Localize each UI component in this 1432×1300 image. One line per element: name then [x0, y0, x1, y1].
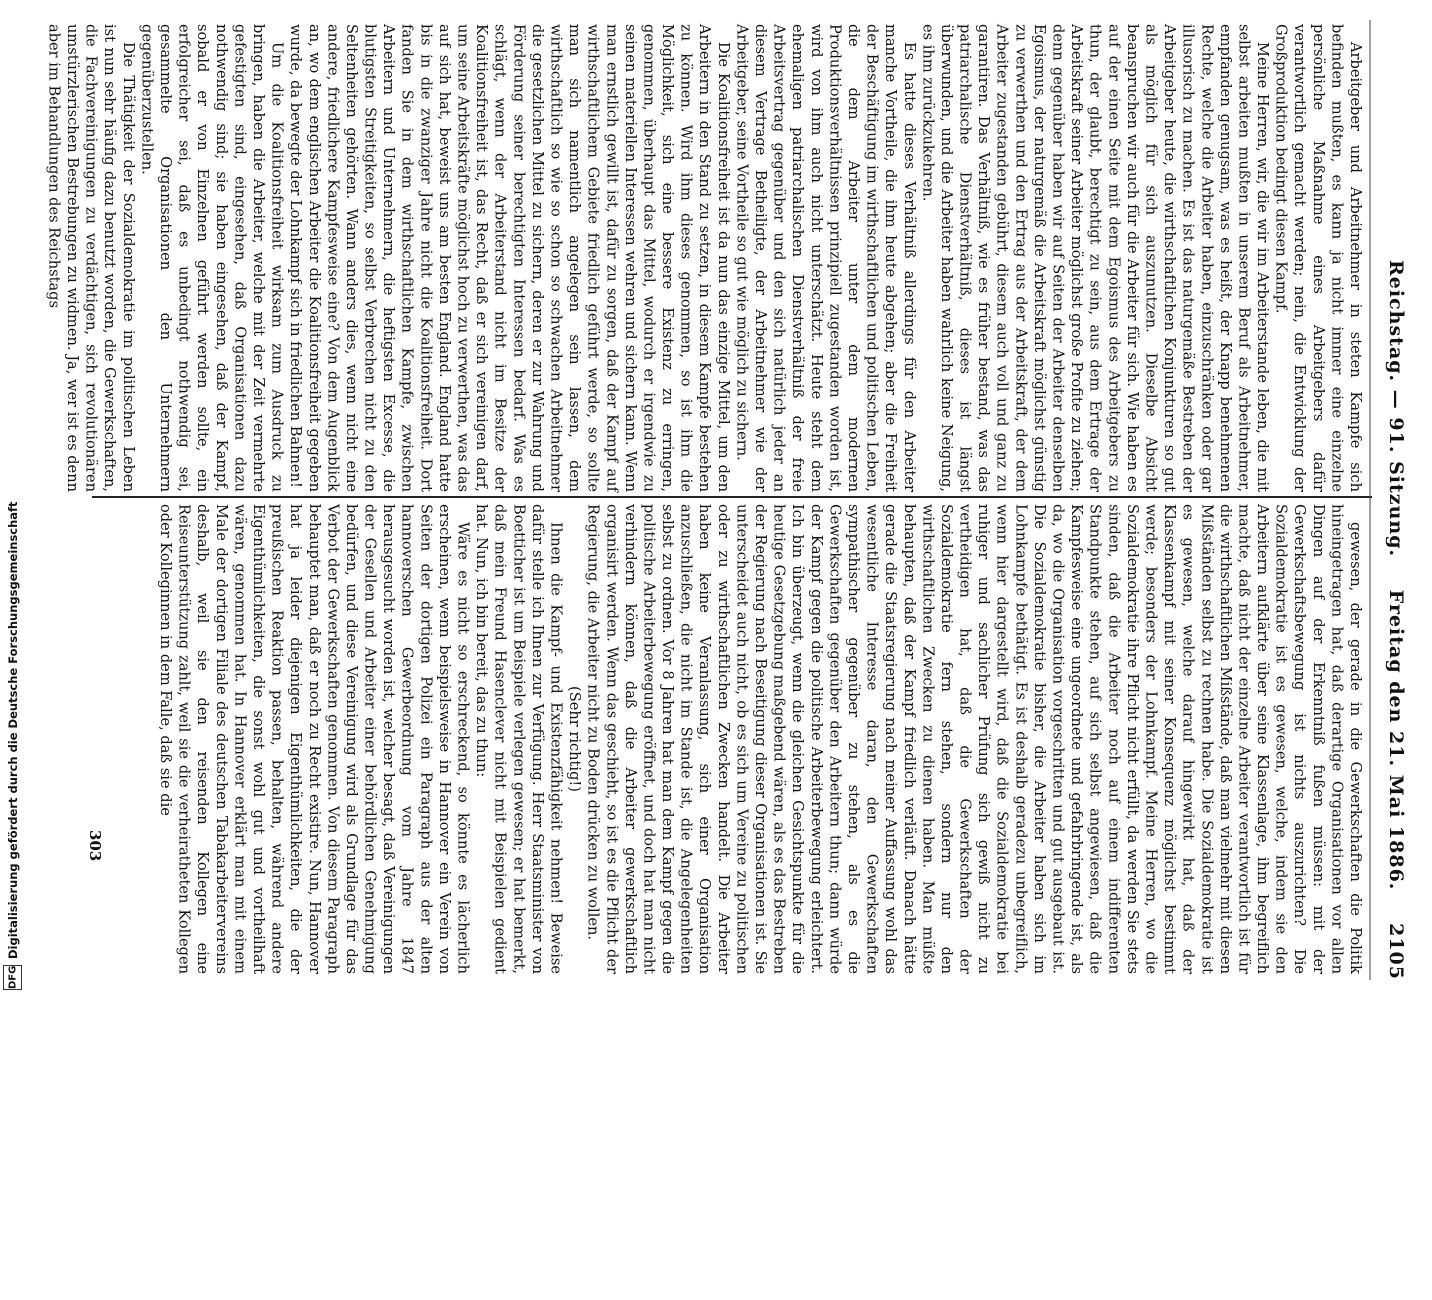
digitization-text: Digitalisierung gefördert durch die Deutsche Forschungsgemeinschaft: [6, 501, 20, 959]
header-page-label: 2105: [1385, 923, 1407, 980]
interjection: (Sehr richtig!): [566, 686, 584, 792]
paragraph: Es hatte dieses Verhältniß allerdings für den Arbeiter manche Vortheile, die ihm heute abgehen; aber die Freiheit der Beschäftigung im wirthschaftlichen und politischen Leben, die dem Arbeiter unter dem modernen Produktionsverhältnissen prinzipiell zugestanden worden ist, wird von ihm auch nicht unterschätzt. Heute steht dem ehemaligen patriarchalischen Dienstverhältniß der freie Arbeitsvertrag gegenüber und den sich natürlich jeder an diesem Vertrage Betheiligte, der Arbeitnehmer wie der Arbeitgeber, seine Vortheile so gut wie möglich zu sichern.: [733, 24, 918, 492]
paragraph: Um die Koalitionsfreiheit wirksam zum Ausdruck zu bringen, haben die Arbeiter, welche mit der Zeit vermehrte gefestigten sind, eingesehen, daß Organisationen dazu nothwendig sind; sie haben eingesehen, daß der Kampf, sobald er von Einzelnen geführt werden sollte, ein erfolgreicher sei, daß es unbedingt nothwendig sei, gesammelte Organisationen den Unternehmern gegenüberzustellen.: [138, 24, 286, 492]
digitization-note: [3, 10, 23, 990]
page-number: 303: [86, 830, 104, 862]
header-session: Reichstag. — 91. Sitzung.: [1385, 260, 1407, 558]
dfg-logo: DFG: [4, 965, 23, 990]
paragraph: Meine Herren, wir, die wir im Arbeiterstande leben, die mit selbst arbeiten mußten in unserem Beruf als Arbeitnehmer, empfanden genugsam, was es heißt, der Knapp benehmenen Rechte, welche die Arbeiter haben, einzuschränken oder gar illusorisch zu machen. Es ist das naturgemäße Bestreben der Arbeitgeber heute, die wirthschaftlichen Konjunkturen so gut als möglich für sich auszunutzen. Dieselbe Absicht beanspruchen wir auch für die Arbeiter für sich. Wie haben es auf der einen Seite mit dem Egoismus des Arbeitgebers zu thun, der glaubt, berechtigt zu sein, aus dem Ertrage der Arbeitskraft seiner Arbeiter möglichst große Profite zu ziehen; denn gegenüber haben wir auf Seiten der Arbeiter denselben Egoismus, der naturgemäß die Arbeitskraft möglichst günstig zu verwerthen und den Ertrag aus der Arbeitskraft, der dem Arbeiter zugestanden gebührt, diesem auch voll und ganz zu garantiren. Das Verhältniß, wie es früher bestand, was das patriarchalische Dienstverhältniß, dieses ist längst überwunden, und die Arbeiter haben wahrlich keine Neigung, es ihm zurückzukehren.: [919, 24, 1272, 492]
paragraph: Die Koalitionsfreiheit ist da nun das einzige Mittel, um den Arbeitern in den Stand zu setzen, in diesem Kampfe bestehen zu können. Wird ihm dieses genommen, so ist ihm die Möglichkeit, sich eine bessere Existenz zu erringen, genommen, überhaupt das Mittel, wodurch er irgendwie zu seinen materiellen Interessen wehren und sichern kann. Wenn man ernstlich gewillt ist, dafür zu sorgen, daß der Kampf auf wirthschaftlichem Gebiete friedlich geführt werde, so sollte man sich namentlich angelegen sein lassen, dem wirthschaftlich so wie so schon so schwachen Arbeitnehmer die gesetzlichen Mittel zu sichern, deren er zur Wahrung und Förderung seiner berechtigten Interessen bedarf. Was es schlägt, wenn der Arbeiterstand nicht im Besitze der Koalitionsfreiheit ist, das Recht, daß er sich vereinigen darf, um seine Arbeitskräfte möglichst hoch zu verwerthen, was das auf sich hat, beweist uns am besten England. England hatte bis in die zwanziger Jahre nicht die Koalitionsfreiheit. Dort fanden Sie in dem wirthschaftlichen Kampfe, zwischen Arbeitern und Unternehmern, die heftigsten Excesse, die blutigsten Streitigkeiten, so selbst Verbrechen nicht zu den Seltenheiten gehörten. Wann anders dies, wenn nicht eine andere, friedlichere Kampfesweise eine? Von dem Augenblick an, wo dem englischen Arbeiter die Koalitionsfreiheit gegeben wurde, da bewegte der Lohnkampf sich in friedlichen Bahnen!: [287, 24, 732, 492]
paragraph: gewesen, der gerade in die Gewerkschaften die Politik hineingetragen hat, daß derartige Organisationen vor allen Dingen auf der Erkenntniß fußen müssen: mit der Gewerkschaftsbewegung ist nichts auszurichten? Die Sozialdemokratie ist es gewesen, welche, indem sie den Arbeitern aufklärte über seine Klassenlage, ihm begreiflich machte, daß nicht der einzelne Arbeiter verantwortlich ist für die wirthschaftlichen Mißstände, daß man vielmehr mit diesen Mißständen selbst zu rechnen habe. Die Sozialdemokratie ist es gewesen, welche darauf hingewirkt hat, daß der Klassenkampf mit seiner Konsequenz möglichst bestimmt werde; besonders der Lohnkampf. Meine Herren, wo die Sozialdemokratie ihre Pflicht nicht erfüllt, da werden Sie stets sinden, daß die Arbeiter noch auf einem indifferenten Standpunkte stehen, auf sich selbst angewiesen, daß die Kampfesweise eine ungeordnete und gefahrbringende ist, als da, wo die Organisation vorgeschritten und gut ausgebaut ist. Die Sozialdemokratie bisher, die Arbeiter haben sich im Lohnkampfe bethätigt. Es ist deshalb geradezu unbegreiflich, wenn hier dargestellt wird, daß die Sozialdemokratie bei ruhiger und sachlicher Prüfung sich gewiß nicht zu vertheidigen hat, daß die Gewerkschaften der Sozialdemokratie fern stehen, sondern nur den wirthschaftlichen Zwecken zu dienen haben. Man müßte behaupten, daß der Kampf friedlich verläuft. Danach hätte gerade die Staatsregierung nach meiner Auffassung wohl das wesentliche Interesse daran, den Gewerkschaften sympathischer gegenüber zu stehen, als es die Gewerkschaften gegenüber den Arbeitern thun; dann würde der Kampf gegen die politische Arbeiterbewegung erleichtert. Ich bin überzeugt, wenn die gleichen Gesichtspunkte für die heutige Gesetzgebung maßgebend wären, als es das Bestreben der Regierung nach Beseitigung dieser Organisationen ist. Sie unterscheidet auch nicht, ob es sich um Vereine zu politischen oder zu wirthschaftlichen Zwecken handelt. Die Arbeiter haben keine Veranlassung, sich einer Organisation anzuschließen, die nicht im Stande ist, die Angelegenheiten selbst zu ordnen. Vor 8 Jahren hat man dem Kampf gegen die politische Arbeiterbewegung eröffnet, und doch hat man nicht verhindern können, daß die Arbeiter gewerkschaftlich organisirt werden. Wenn das geschieht, so ist es die Pflicht der Regierung, die Arbeiter nicht zu Boden drücken zu wollen.: [584, 504, 1364, 974]
header-date: Freitag den 21. Mai 1886.: [1385, 589, 1407, 891]
paragraph: Ihnen die Kampf- und Existenzfähigkeit nehmen! Beweise dafür stelle ich Ihnen zur Verfügung. Herr Staatsminister von Boetticher ist um Beispiele verlegen gewesen; er hat bemerkt, daß mein Freund Hasenclever nicht mit Beispielen gedient hat. Nun, ich bin bereit, das zu thun:: [473, 504, 565, 974]
paragraph: Wäre es nicht so erschreckend, so könnte es lächerlich erscheinen, wenn beispielsweise in Hannover ein Verein von Seiten der dortigen Polizei ein Paragraph aus der alten hannoverschen Gewerbeordnung vom Jahre 1847 herausgesucht worden ist, welcher besagt, daß Vereinigungen der Gesellen und Arbeiter einer behördlichen Genehmigung bedürfen, und diese Vereinigung wird als Grundlage für das Verbot der Gewerkschaften genommen. Von diesem Paragraph behauptet man, daß er noch zu Recht existire. Nun, Hannover hat ja leider diejenigen Eigenthümlichkeiten, die der preußischen Reaktion passen, behalten, während andere Eigenthümlichkeiten, die sonst wohl gut und vortheilhaft wären, genommen hat. In Hannover erklärt man mit einem Male der dortigen Filiale des deutschen Tabakarbeitervereins deshalb, weil sie den reisenden Kollegen eine Reiseunterstützung zahlt, weil sie die verheiratheten Kollegen oder Kolleginnen in dem Falle, daß sie die: [157, 504, 472, 974]
lower-text-block: [96, 504, 1364, 974]
upper-text-block: [45, 24, 1364, 492]
paragraph: Arbeitgeber und Arbeitnehmer in steten Kampfe sich befinden mußten, es kann ja nicht immer eine einzelne persönliche Maßnahme eines Arbeitgebers dafür verantwortlich gemacht werden; nein, die Entwicklung der Großproduktion bedingt diesen Kampf.: [1272, 24, 1364, 492]
paragraph: Die Thätigkeit der Sozialdemokratie im politischen Leben ist nun sehr häufig dazu benutzt worden, die Gewerkschaften, die Fachvereinigungen zu verdächtigen, sich revolutionären umstürzlerischen Bestrebungen zu widmen. Ja, wer ist es denn aber im Behandlungen des Reichstags: [45, 24, 137, 492]
